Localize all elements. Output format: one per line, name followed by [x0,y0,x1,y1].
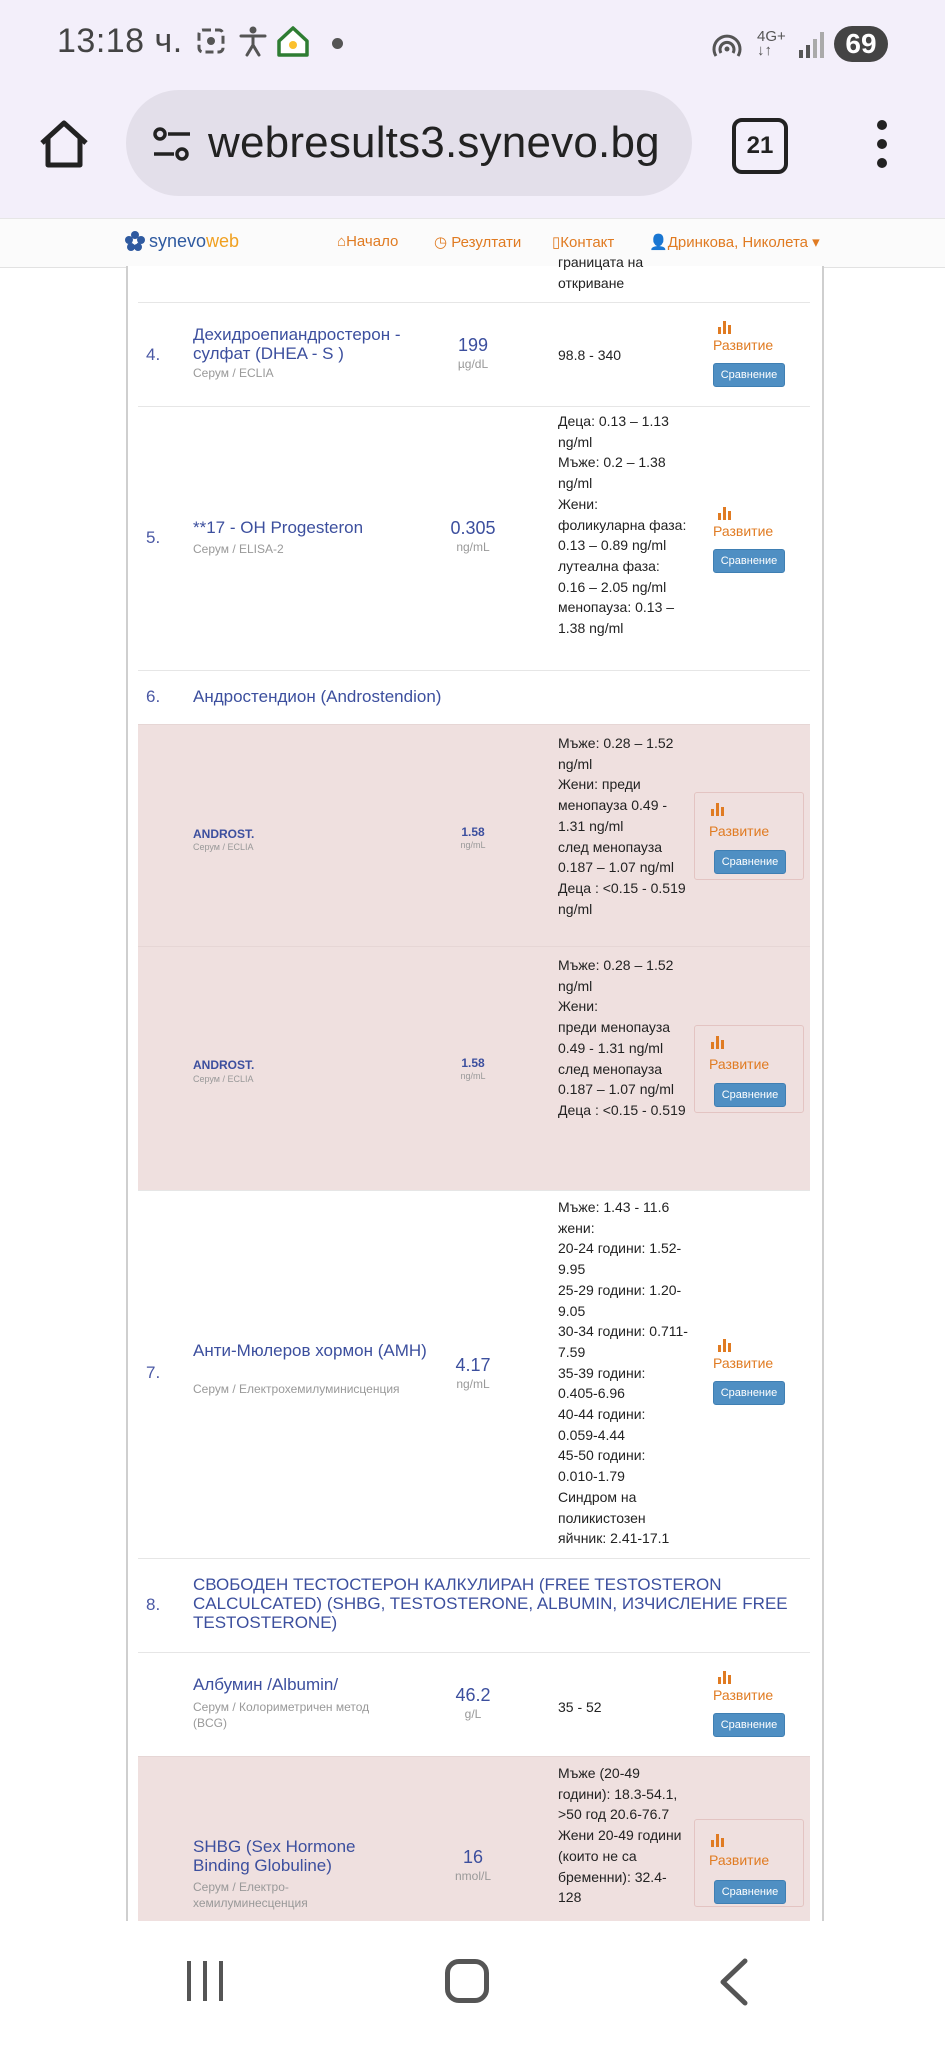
result-unit: ng/mL [460,840,486,850]
reference-range: 98.8 - 340 [558,347,622,363]
reference-range: Мъже: 0.28 – 1.52 ng/ml Жени: преди менопауза 0.49 - 1.31 ng/ml след менопауза 0.187 – 1.07 ng/ml Деца : <0.15 - 0.519 [558,957,686,1118]
test-method: Серум / ECLIA [193,366,274,380]
development-link[interactable]: Развитие [713,337,774,353]
test-name-link[interactable]: ANDROST. [193,827,255,841]
row-number: 8. [146,1595,161,1614]
test-name-link[interactable]: Анти-Мюлеров хормон (AMH) [193,1341,427,1360]
result-unit: µg/dL [457,357,489,371]
test-name-link[interactable]: ANDROST. [193,1058,255,1072]
group-header-row [138,1558,810,1653]
compare-button[interactable]: Сравнение [714,1083,786,1107]
test-name-link[interactable]: Албумин /Albumin/ [193,1675,339,1694]
recent-apps-icon[interactable] [185,1959,225,2003]
development-link[interactable]: Развитие [713,1687,774,1703]
test-method: Серум / ECLIA [193,1074,254,1084]
result-unit: ng/mL [456,1377,490,1391]
phone-icon: ▯ [552,234,561,251]
nav-user-menu[interactable]: 👤Дринкова, Николета ▾ [649,234,820,251]
reference-range: Мъже: 1.43 - 11.6 жени: 20-24 години: 1.52-9.95 25-29 години: 1.20-9.05 30-34 години: 0.711-7.59 35-39 години: 0.405-6.96 40-44 години: 0.059-4.44 45-50 години: 0.010-1.79 Синдром на поликистозен яйчник: 2.41-17.1 [558,1199,688,1547]
table-row [138,1190,810,1559]
development-link[interactable]: Развитие [709,1056,770,1072]
result-unit: ng/mL [460,1071,486,1081]
development-link[interactable]: Развитие [709,1852,770,1868]
table-row [138,302,810,407]
status-time: 13:18 ч. [57,22,183,60]
browser-toolbar [0,90,945,218]
table-row [138,1652,810,1757]
reference-range: Мъже: 0.28 – 1.52 ng/ml Жени: преди менопауза 0.49 - 1.31 ng/ml след менопауза 0.187 – 1.07 ng/ml Деца : <0.15 - 0.519 ng/ml [558,735,686,917]
group-title: СВОБОДЕН ТЕСТОСТЕРОН КАЛКУЛИРАН (FREE TESTOSTERON CALCULCATED) (SHBG, TESTOSTERONE, ALBUMIN, ИЗЧИСЛЕНИЕ FREE TESTOSTERONE) [193,1575,788,1632]
home-app-icon [276,24,310,58]
status-bar [0,0,945,90]
group-title: Андростендион (Androstendion) [193,687,442,706]
result-value: 1.58 [461,1056,485,1070]
compare-button[interactable]: Сравнение [714,850,786,874]
home-icon: ⌂ [337,233,347,250]
home-icon[interactable] [36,116,92,172]
network-type: 4G+ ↓↑ [757,28,786,59]
site-settings-icon[interactable] [148,120,196,168]
table-row [138,946,810,1191]
row-actions [694,1025,804,1113]
reference-range: границата на откриване [558,254,644,291]
caret-down-icon: ▾ [812,234,820,251]
compare-button[interactable]: Сравнение [714,1880,786,1904]
reference-range: Мъже (20-49 години): 18.3-54.1, >50 год 20.6-76.7 Жени 20-49 години (които не са бременни): 32.4-128 [558,1765,682,1906]
address-bar[interactable] [126,90,692,196]
bar-chart-icon [718,507,732,520]
reference-range: 35 - 52 [558,1699,602,1715]
group-header-row [138,670,810,725]
result-value: 16 [462,1847,484,1867]
row-actions [698,507,810,577]
home-nav-icon[interactable] [445,1959,489,2003]
result-value: 0.305 [450,518,496,538]
test-method: Серум / ELISA-2 [193,542,284,556]
user-icon: 👤 [649,234,668,251]
result-unit: g/L [464,1707,482,1721]
development-link[interactable]: Развитие [713,1355,774,1371]
test-method: Серум / Електрохемилуминисценция [193,1382,400,1396]
url-text[interactable]: webresults3.synevo.bg [208,118,660,167]
row-actions [694,1819,804,1907]
result-value: 46.2 [455,1685,491,1705]
test-method: Серум / Колориметричен метод (BCG) [193,1700,370,1730]
results-table [126,254,824,1921]
row-actions [694,792,804,880]
result-value: 1.58 [461,825,485,839]
bar-chart-icon [711,803,725,816]
tab-switcher-button[interactable]: 21 [732,118,788,174]
accessibility-icon [236,24,270,58]
bar-chart-icon [718,1671,732,1684]
row-actions [698,321,810,391]
result-value: 4.17 [455,1355,491,1375]
test-method: Серум / ECLIA [193,842,254,852]
development-link[interactable]: Развитие [709,823,770,839]
table-row [138,252,810,296]
compare-button[interactable]: Сравнение [713,549,785,573]
nav-contact[interactable]: ▯Контакт [552,234,615,251]
bar-chart-icon [711,1834,725,1847]
result-unit: ng/mL [456,540,490,554]
table-row [138,724,810,947]
row-number: 5. [146,528,161,547]
result-unit: nmol/L [454,1869,492,1883]
bar-chart-icon [718,1339,732,1352]
nav-home[interactable]: ⌂Начало [337,233,399,250]
hotspot-icon [710,30,744,64]
notification-dot [332,38,343,49]
row-actions [698,1671,810,1741]
development-link[interactable]: Развитие [713,523,774,539]
battery-indicator: 69 [834,26,888,62]
compare-button[interactable]: Сравнение [713,1381,785,1405]
bar-chart-icon [718,321,732,334]
row-number: 7. [146,1363,161,1382]
screenshot-icon [194,24,228,58]
result-value: 199 [457,335,489,355]
compare-button[interactable]: Сравнение [713,363,785,387]
table-row [138,406,810,671]
reference-range: Деца: 0.13 – 1.13 ng/ml Мъже: 0.2 – 1.38 ng/ml Жени: фоликуларна фаза: 0.13 – 0.89 ng/ml лутеална фаза: 0.16 – 2.05 ng/ml менопауза: 0.13 – 1.38 ng/ml [558,413,687,637]
compare-button[interactable]: Сравнение [713,1713,785,1737]
brand-logo[interactable]: synevoweb [124,230,239,252]
flower-logo-icon [124,230,146,252]
test-name-link[interactable]: SHBG (Sex Hormone Binding Globuline) [193,1837,356,1875]
test-name-link[interactable]: Дехидроепиандростерон - сулфат (DHEA - S ) [193,325,401,363]
test-method: Серум / Електро-хемилуминесценция [193,1880,308,1910]
row-number: 4. [146,345,161,364]
back-icon[interactable] [715,1957,751,2007]
nav-results[interactable]: ◷ Резултати [434,234,522,251]
bar-chart-icon [711,1036,725,1049]
system-navigation-bar [0,1921,945,2048]
test-name-link[interactable]: **17 - OH Progesteron [193,518,364,537]
clock-icon: ◷ [434,234,452,251]
signal-icon [795,28,829,62]
overflow-menu-icon[interactable] [872,120,892,170]
row-actions [698,1339,810,1409]
row-number: 6. [146,687,161,706]
